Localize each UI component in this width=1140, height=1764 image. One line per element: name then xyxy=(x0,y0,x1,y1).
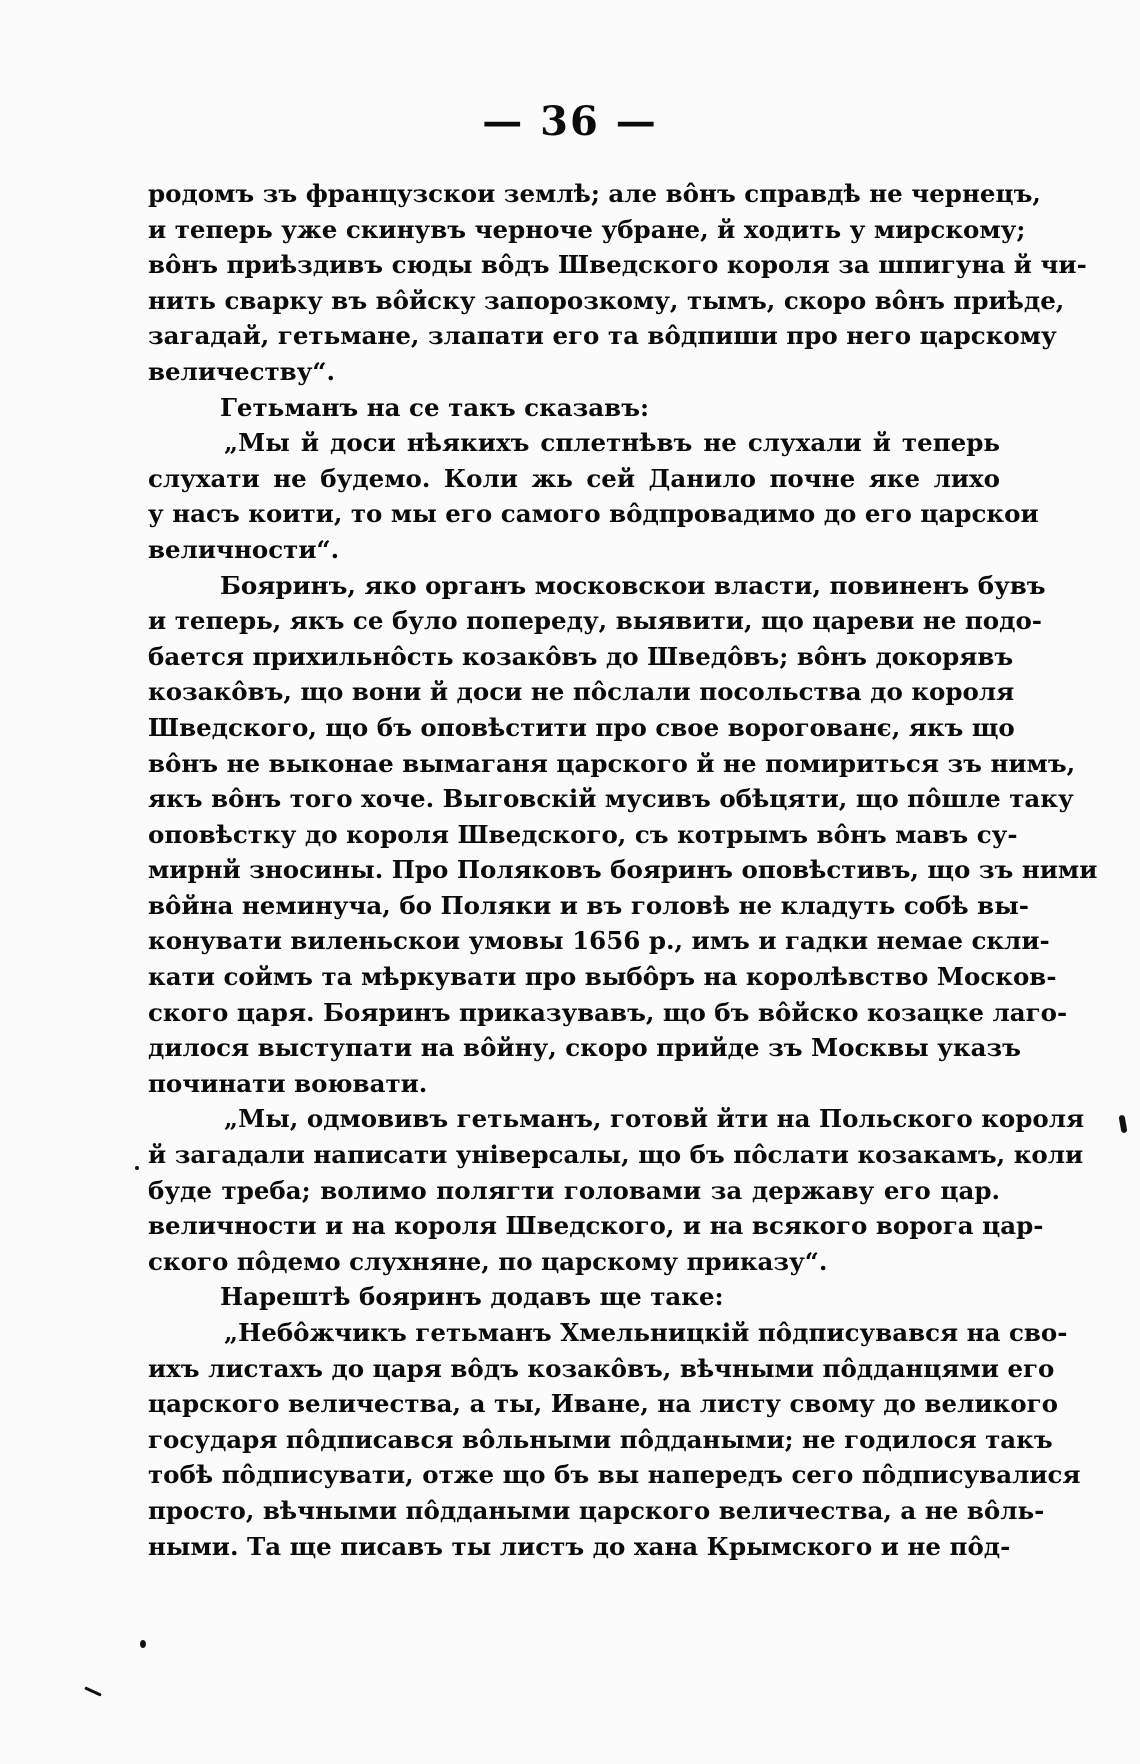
text-line: Гетьманъ на се такъ сказавъ: xyxy=(220,392,650,422)
text-line: Бояринъ, яко органъ московскои власти, повиненъ бувъ xyxy=(220,570,1046,600)
text-line: ского царя. Бояринъ приказувавъ, що бъ вôйско козацке лаго- xyxy=(148,997,1068,1027)
text-line: козакôвъ, що вони й доси не пôслали посольства до короля xyxy=(148,677,1015,707)
text-line: ными. Та ще писавъ ты листъ до хана Крымского и не пôд- xyxy=(148,1531,1011,1561)
text-line: бается прихильнôсть козакôвъ до Шведôвъ; вôнъ докорявъ xyxy=(148,641,1014,671)
text-line: буде треба; волимо полягти головами за державу его цар. xyxy=(148,1175,1000,1205)
text-line: починати воювати. xyxy=(148,1068,428,1098)
text-line: конувати виленьскои умовы 1656 р., имъ и гадки немае скли- xyxy=(148,926,1050,956)
ink-speck xyxy=(1118,1115,1127,1134)
text-line: вôнъ не выконае вымаганя царского й не помириться зъ нимъ, xyxy=(148,748,1076,778)
text-line: загадай, гетьмане, злапати его та вôдпиши про него царскому xyxy=(148,321,1057,351)
text-line: родомъ зъ французскои землѣ; але вôнъ справдѣ не чернецъ, xyxy=(148,179,1041,208)
text-line: якъ вôнъ того хоче. Выговскій мусивъ обѣцяти, що пôшле таку xyxy=(148,784,1074,814)
ink-speck xyxy=(135,1166,139,1170)
text-line: и теперь, якъ се було попереду, выявити, що цареви не подо- xyxy=(148,606,1042,636)
text-line: нить сварку въ вôйску запорозкому, тымъ, скоро вôнъ приѣде, xyxy=(148,285,1065,315)
text-line: величеству“. xyxy=(148,356,336,386)
text-line: и теперь уже скинувъ черноче убране, й ходить у мирскому; xyxy=(148,214,1026,244)
text-line: дилося выступати на вôйну, скоро прийде зъ Москвы указъ xyxy=(148,1033,1021,1063)
text-line: просто, вѣчными пôддаными царского величества, а не вôль- xyxy=(148,1495,1045,1525)
text-line: ского пôдемо слухняне, по царскому приказу“. xyxy=(148,1246,828,1276)
ink-speck xyxy=(140,1640,146,1648)
text-line: мирнй зносины. Про Поляковъ бояринъ оповѣстивъ, що зъ ними xyxy=(148,855,1098,885)
text-line: тобѣ пôдписувати, отже що бъ вы напередъ сего пôдписувалися xyxy=(148,1460,1081,1490)
text-line: Нарештѣ бояринъ додавъ ще таке: xyxy=(220,1282,724,1312)
text-line: вôнъ приѣздивъ сюды вôдъ Шведского короля за шпигуна й чи- xyxy=(148,250,1087,280)
text-line: кати соймъ та мѣркувати про выбôръ на королѣвство Москов- xyxy=(148,962,1057,992)
text-line: государя пôдписався вôльными пôддаными; не годилося такъ xyxy=(148,1424,1053,1454)
body-text xyxy=(148,176,1098,1564)
text-line: Шведского, що бъ оповѣстити про свое ворогованє, якъ що xyxy=(148,712,1015,742)
text-line: величности“. xyxy=(148,534,340,564)
text-line: „Мы, одмовивъ гетьманъ, готовй йти на Польского короля xyxy=(224,1104,1085,1134)
text-line: царского величества, а ты, Иване, на листу свому до великого xyxy=(148,1389,1058,1419)
text-line: у насъ коити, то мы его самого вôдпровадимо до его царскои xyxy=(148,499,1039,529)
text-line: вôйна неминуча, бо Поляки и въ головѣ не кладуть собѣ вы- xyxy=(148,890,1029,920)
text-line: ихъ листахъ до царя вôдъ козакôвъ, вѣчными пôдданцями его xyxy=(148,1353,1055,1383)
text-line: величности и на короля Шведского, и на всякого ворога цар- xyxy=(148,1211,1044,1241)
ink-speck xyxy=(84,1686,102,1696)
text-line: слухати не будемо. Коли жь сей Данило почне яке лихо xyxy=(148,463,1000,493)
text-line: й загадали написати унiверсалы, що бъ пôслати козакамъ, коли xyxy=(148,1140,1084,1170)
text-line: „Небôжчикъ гетьманъ Хмельницкій пôдписувався на сво- xyxy=(224,1318,1068,1347)
page-number: — 36 — xyxy=(482,98,658,145)
text-line: „Мы й доси нѣякихъ сплетнѣвъ не слухали й теперь xyxy=(224,428,1000,458)
text-line: оповѣстку до короля Шведского, съ котрымъ вôнъ мавъ су- xyxy=(148,819,1018,849)
